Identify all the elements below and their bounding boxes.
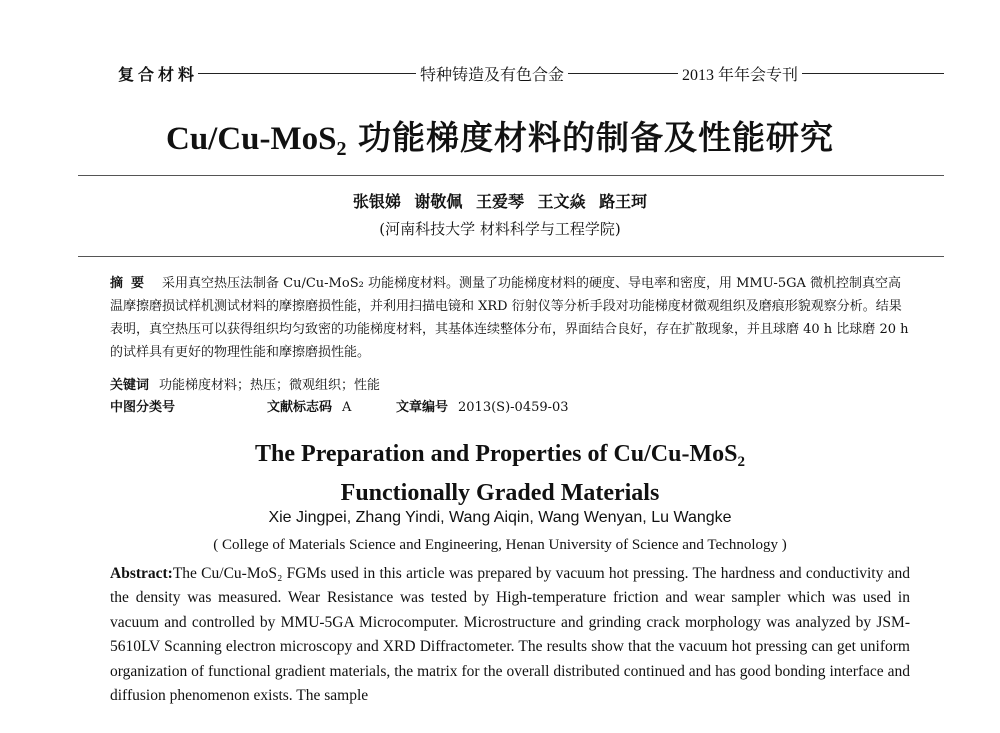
english-authors: Xie Jingpei, Zhang Yindi, Wang Aiqin, Wang Wenyan, Lu Wangke (268, 509, 732, 526)
english-abstract (110, 562, 910, 708)
divider (78, 256, 944, 257)
english-title (0, 439, 1000, 509)
english-title-line1: The Preparation and Properties of Cu/Cu-MoS$_2$ (255, 441, 745, 470)
english-abstract-text: The Cu/Cu-MoS₂ FGMs used in this article was prepared by vacuum hot pressing. The hardness and conductivity and the density was measured. Wear Resistance was tested by High-temperature friction and wear sampler which was used in vacuum and controlled by MMU-5GA Microcomputer. Microstructure and grinding crack morphology was analyzed by JSM-5610LV Scanning electron microscopy and XRD Diffractometer. The results show that the vacuum hot pressing can get uniform organization of functional gradient materials, the matrix for the overall distributed continued and has good bonding interface and diffusion phenomenon exists. The sample (110, 565, 910, 705)
keywords-text: 功能梯度材料；热压；微观组织；性能 (159, 378, 381, 393)
title-formula: Cu/Cu-MoS$_2$ (165, 121, 347, 160)
running-header (82, 58, 944, 88)
doc-code: 文献标志码 A (267, 400, 352, 415)
english-affiliation: ( College of Materials Science and Engineering, Henan University of Science and Technology ) (213, 537, 787, 553)
english-abstract-label: Abstract: (110, 565, 173, 582)
abstract-cn-text: 采用真空热压法制备 Cu/Cu-MoS₂ 功能梯度材料。测量了功能梯度材料的硬度、导电率和密度，用 MMU-5GA 微机控制真空高温摩擦磨损试样机测试材料的摩擦磨损性能，并利用扫描电镜和 XRD 衍射仪等分析手段对功能梯度材微观组织及磨痕形貌观察分析。结果表明，真空热压可以获得组织均匀致密的功能梯度材料，其基体连续整体分布，界面结合良好，存在扩散现象，并且球磨 40 h 比球磨 20 h 的试样具有更好的物理性能和摩擦磨损性能。 (110, 276, 909, 360)
keywords (110, 374, 380, 393)
english-title-line2: Functionally Graded Materials (340, 480, 660, 506)
article-number: 文章编号 2013(S)-0459-03 (396, 400, 569, 415)
abstract-cn (110, 272, 910, 364)
header-issue: 2013 年年会专刊 (678, 62, 802, 85)
header-section: 复合材料 (82, 62, 198, 85)
authors: 张银娣 谢敬佩 王爱琴 王文焱 路王珂 (352, 192, 648, 211)
affiliation: (河南科技大学 材料科学与工程学院) (379, 220, 621, 238)
title-chinese: 功能梯度材料的制备及性能研究 (358, 118, 835, 157)
clc-label: 中图分类号 (110, 400, 176, 415)
abstract-cn-label: 摘要 (110, 276, 153, 291)
divider (78, 175, 944, 176)
page-title (0, 112, 1000, 161)
keywords-label: 关键词 (110, 378, 150, 393)
header-journal: 特种铸造及有色合金 (416, 62, 568, 85)
